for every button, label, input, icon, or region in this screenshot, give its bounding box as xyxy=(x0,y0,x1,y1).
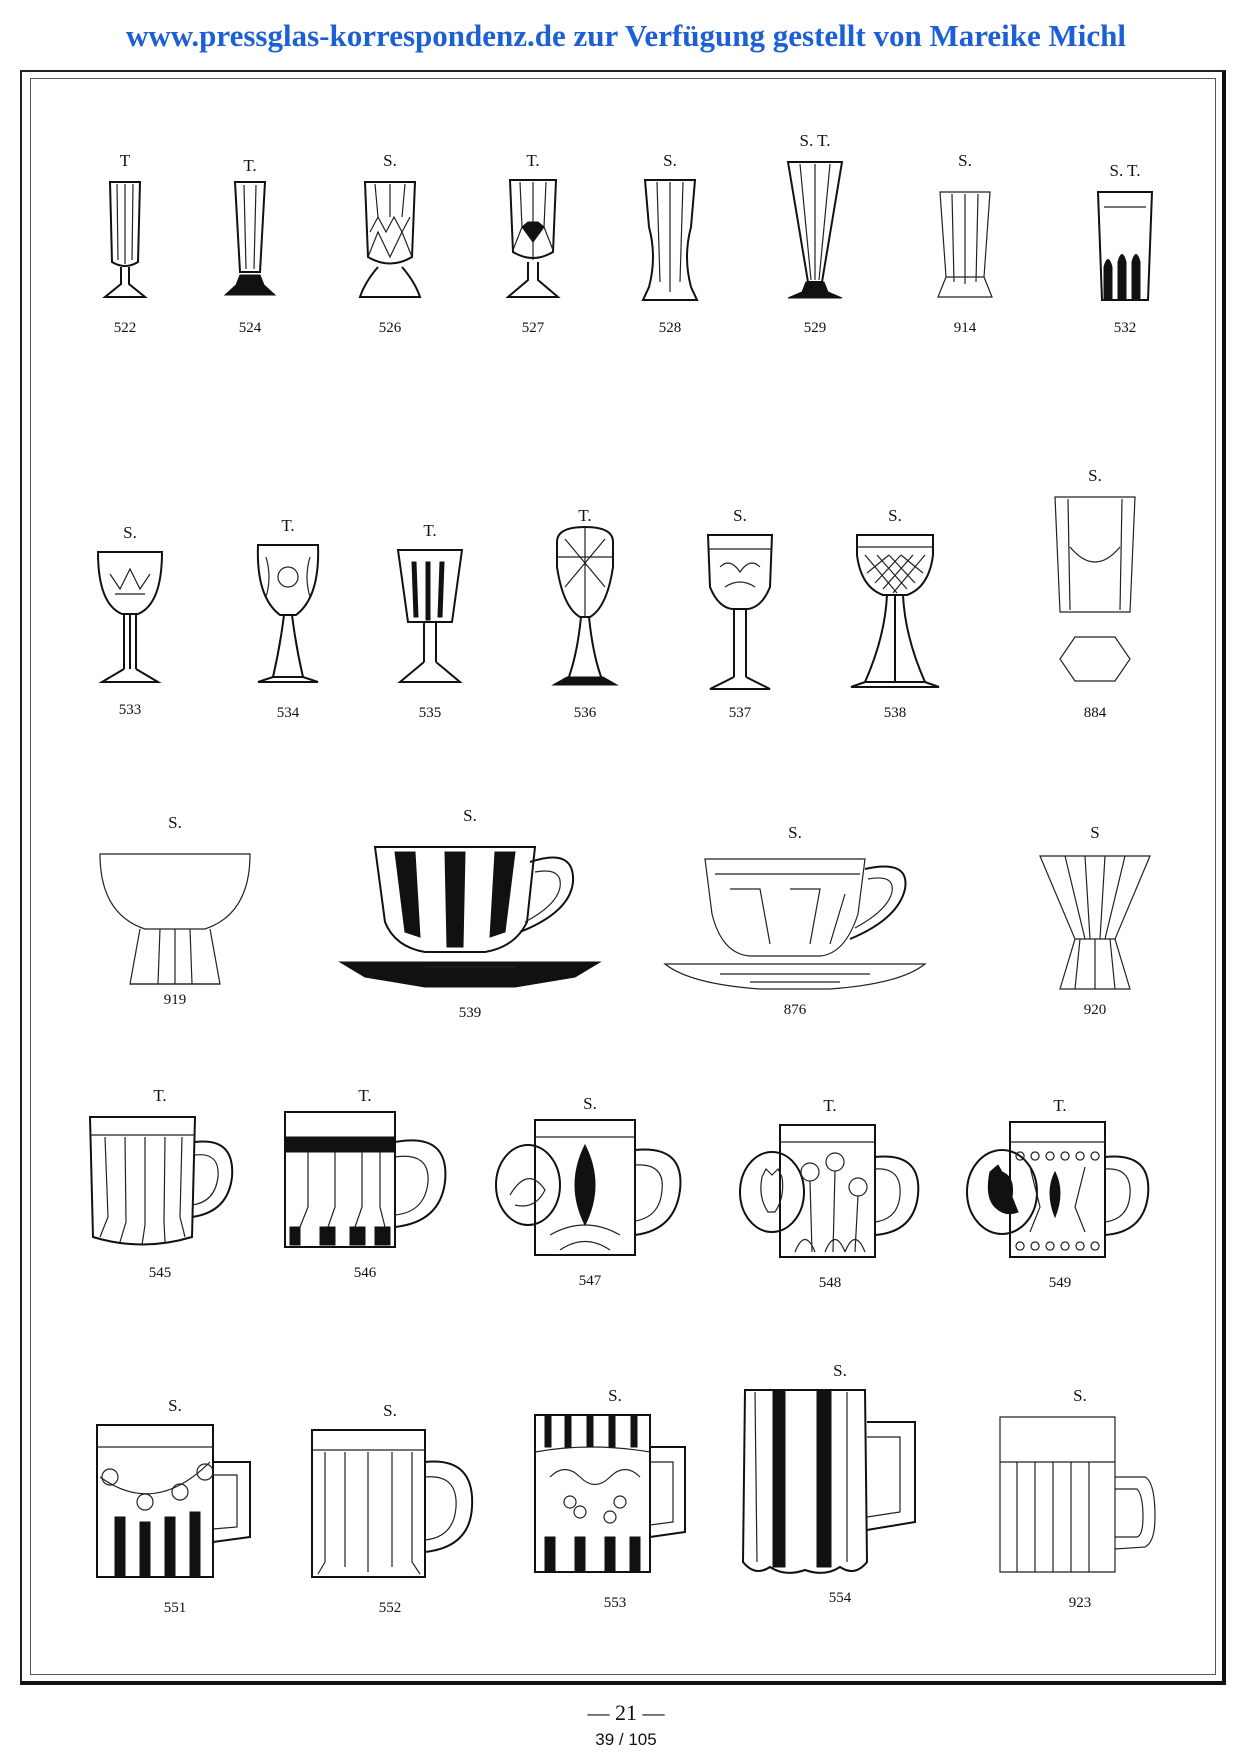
footed-glass-icon xyxy=(498,172,568,312)
catalog-item-528 xyxy=(625,150,715,337)
mug-icon xyxy=(960,1117,1160,1267)
item-mark: S. xyxy=(168,813,182,832)
item-mark: T. xyxy=(578,506,592,525)
catalog-item-884 xyxy=(1045,465,1145,722)
item-mark: S. xyxy=(383,151,397,170)
item-number: 539 xyxy=(458,1005,482,1021)
item-mark: T. xyxy=(358,1086,372,1105)
catalog-item-551 xyxy=(85,1395,265,1617)
footed-glass-icon xyxy=(220,177,280,312)
page-number: — 21 — xyxy=(587,1700,665,1725)
wine-glass-icon xyxy=(545,527,625,697)
catalog-item-538 xyxy=(845,505,945,722)
item-mark: S. xyxy=(833,1361,847,1380)
item-number: 537 xyxy=(728,705,752,721)
catalog-item-535 xyxy=(385,520,475,722)
item-number: 526 xyxy=(378,320,402,336)
footed-glass-icon xyxy=(95,172,155,312)
item-number: 551 xyxy=(163,1600,187,1616)
catalog-item-549 xyxy=(960,1095,1160,1292)
mug-icon xyxy=(80,1107,240,1257)
catalog-item-923 xyxy=(990,1385,1170,1612)
item-mark: S. xyxy=(1088,466,1102,485)
item-number: 545 xyxy=(148,1265,172,1281)
mug-icon xyxy=(730,1117,930,1267)
item-mark: S. xyxy=(788,823,802,842)
hexagonal-tumbler-icon xyxy=(1050,487,1140,697)
wine-glass-icon xyxy=(90,544,170,694)
item-number: 524 xyxy=(238,320,262,336)
item-mark: S. xyxy=(168,1396,182,1415)
item-number: 547 xyxy=(578,1273,602,1289)
mug-icon xyxy=(995,1407,1165,1587)
item-mark: T. xyxy=(823,1096,837,1115)
mug-icon xyxy=(490,1115,690,1265)
item-mark: S. T. xyxy=(1109,161,1141,180)
item-mark: S. T. xyxy=(799,131,831,150)
wine-glass-icon xyxy=(700,527,780,697)
cup-and-saucer-icon xyxy=(335,827,605,997)
item-number: 536 xyxy=(573,705,597,721)
tall-glass-icon xyxy=(780,152,850,312)
catalog-item-526 xyxy=(345,150,435,337)
item-mark: T. xyxy=(423,521,437,540)
wine-glass-icon xyxy=(248,537,328,697)
wine-glass-icon xyxy=(845,527,945,697)
catalog-item-547 xyxy=(490,1093,690,1290)
catalog-item-545 xyxy=(80,1085,240,1282)
catalog-item-552 xyxy=(300,1400,480,1617)
item-mark: S. xyxy=(733,506,747,525)
flared-glass-icon xyxy=(635,172,705,312)
page-count: 39 / 105 xyxy=(595,1730,657,1749)
item-mark: S. xyxy=(463,806,477,825)
item-mark: S. xyxy=(888,506,902,525)
item-mark: S. xyxy=(958,151,972,170)
item-mark: T. xyxy=(1053,1096,1067,1115)
catalog-item-532 xyxy=(1080,160,1170,337)
tumbler-icon xyxy=(1090,182,1160,312)
catalog-item-546 xyxy=(280,1085,450,1282)
item-number: 923 xyxy=(1068,1595,1092,1611)
catalog-item-537 xyxy=(695,505,785,722)
faceted-glass-icon xyxy=(350,172,430,312)
item-mark: T. xyxy=(281,516,295,535)
item-number: 527 xyxy=(521,320,545,336)
hourglass-glass-icon xyxy=(1035,844,1155,994)
item-number: 549 xyxy=(1048,1275,1072,1291)
catalog-item-527 xyxy=(488,150,578,337)
catalog-item-920 xyxy=(1025,822,1165,1019)
catalog-item-919 xyxy=(90,812,260,1009)
item-number: 876 xyxy=(783,1002,807,1018)
catalog-item-522 xyxy=(80,150,170,337)
item-mark: S xyxy=(1090,823,1100,842)
mug-icon xyxy=(300,1422,480,1592)
header-url: www.pressglas-korrespondenz.de zur Verfügung gestellt von Mareike Michl xyxy=(125,18,1127,53)
item-mark: S. xyxy=(608,1386,622,1405)
item-mark: T. xyxy=(526,151,540,170)
item-number: 532 xyxy=(1113,320,1137,336)
item-mark: S. xyxy=(583,1094,597,1113)
catalog-item-536 xyxy=(540,505,630,722)
item-number: 533 xyxy=(118,702,142,718)
item-number: 920 xyxy=(1083,1002,1107,1018)
item-mark: S. xyxy=(1073,1386,1087,1405)
catalog-item-554 xyxy=(735,1360,945,1607)
item-number: 522 xyxy=(113,320,137,336)
item-number: 538 xyxy=(883,705,907,721)
catalog-item-539 xyxy=(335,805,605,1022)
item-number: 552 xyxy=(378,1600,402,1616)
item-mark: T. xyxy=(153,1086,167,1105)
item-number: 553 xyxy=(603,1595,627,1611)
wine-glass-icon xyxy=(390,542,470,697)
item-mark: S. xyxy=(383,1401,397,1420)
item-mark: T. xyxy=(243,156,257,175)
catalog-item-534 xyxy=(243,515,333,722)
catalog-item-876 xyxy=(660,822,930,1019)
catalog-item-533 xyxy=(85,522,175,719)
footed-bowl-icon xyxy=(90,834,260,984)
item-number: 919 xyxy=(163,992,187,1008)
item-number: 535 xyxy=(418,705,442,721)
catalog-item-553 xyxy=(525,1385,705,1612)
footed-tumbler-icon xyxy=(930,172,1000,312)
item-mark: S. xyxy=(123,523,137,542)
item-number: 534 xyxy=(276,705,300,721)
item-number: 554 xyxy=(828,1590,852,1606)
catalog-item-529 xyxy=(770,130,860,337)
catalog-item-548 xyxy=(730,1095,930,1292)
tall-mug-icon xyxy=(735,1382,945,1582)
item-mark: S. xyxy=(663,151,677,170)
catalog-item-914 xyxy=(920,150,1010,337)
cup-and-saucer-icon xyxy=(660,844,930,994)
mug-icon xyxy=(85,1417,265,1592)
mug-icon xyxy=(280,1107,450,1257)
item-number: 548 xyxy=(818,1275,842,1291)
mug-icon xyxy=(525,1407,705,1587)
item-number: 546 xyxy=(353,1265,377,1281)
item-number: 914 xyxy=(953,320,977,336)
item-mark: T xyxy=(119,151,131,170)
item-number: 529 xyxy=(803,320,827,336)
item-number: 884 xyxy=(1083,705,1107,721)
catalog-item-524 xyxy=(205,155,295,337)
item-number: 528 xyxy=(658,320,682,336)
